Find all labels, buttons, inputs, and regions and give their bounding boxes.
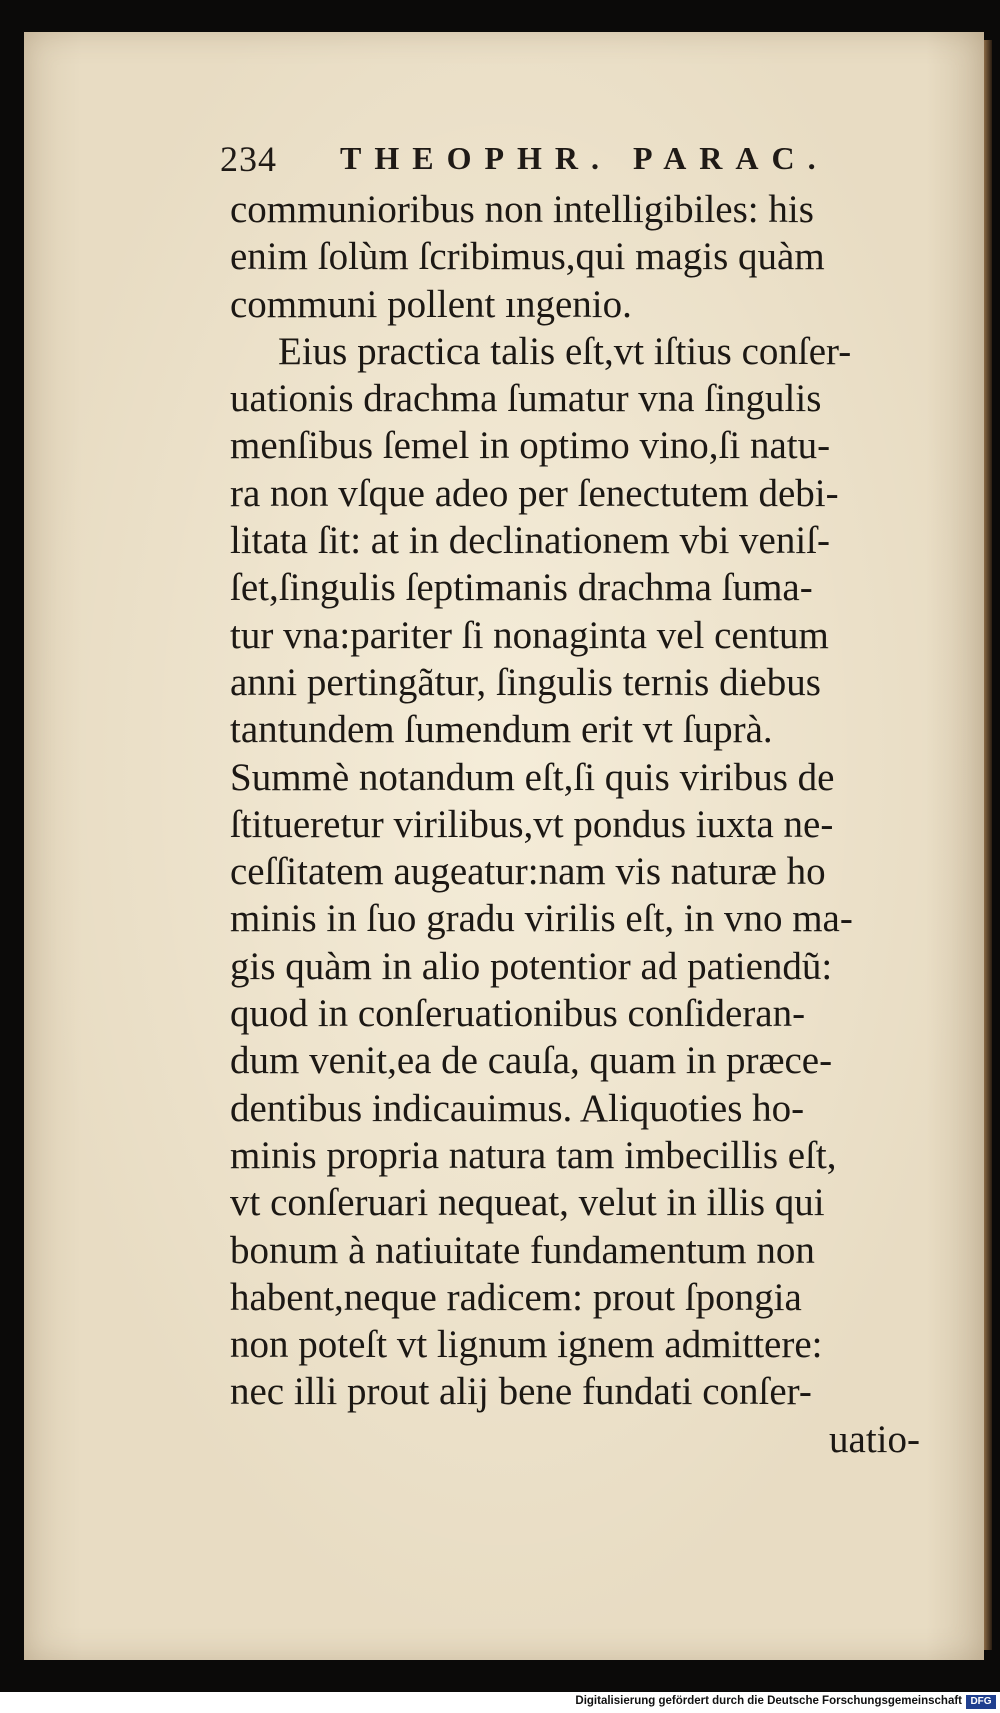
text-line: ſet,ſingulis ſeptimanis drachma ſuma- bbox=[230, 566, 813, 610]
page-number: 234 bbox=[220, 139, 277, 179]
text-line: Summè notandum eſt,ſi quis viribus de bbox=[230, 755, 835, 799]
text-line: quod in conſeruationibus conſideran- bbox=[230, 992, 806, 1036]
text-line: communioribus non intelligibiles: his bbox=[230, 188, 814, 231]
text-line: dentibus indicauimus. Aliquoties ho- bbox=[230, 1086, 805, 1130]
text-line: habent,neque radicem: prout ſpongia bbox=[230, 1275, 802, 1319]
text-line: gis quàm in alio potentior ad patiendũ: bbox=[230, 944, 833, 988]
text-line: tantundem ſumendum erit vt ſuprà. bbox=[230, 708, 773, 752]
text-line: minis propria natura tam imbecillis eſt, bbox=[230, 1133, 837, 1177]
text-line: ſtitueretur virilibus,vt pondus iuxta ne- bbox=[230, 802, 834, 846]
digitization-footer bbox=[0, 1692, 1000, 1713]
text-line: uationis drachma ſumatur vna ſingulis bbox=[230, 377, 822, 421]
catchword: uatio- bbox=[829, 1417, 920, 1461]
text-line: tur vna:pariter ſi nonaginta vel centum bbox=[230, 613, 829, 657]
text-line: non poteſt vt lignum ignem admittere: bbox=[230, 1323, 823, 1367]
text-line: litata ſit: at in declinationem vbi veniſ- bbox=[230, 519, 831, 563]
text-line: vt conſeruari nequeat, velut in illis qui bbox=[230, 1181, 825, 1225]
text-line: enim ſolùm ſcribimus,qui magis quàm bbox=[230, 235, 825, 279]
text-line: minis in ſuo gradu virilis eſt, in vno ma- bbox=[230, 897, 853, 941]
running-head: THEOPHR. PARAC. bbox=[340, 140, 829, 176]
text-line: ra non vſque adeo per ſenectutem debi- bbox=[230, 471, 839, 515]
text-line: nec illi prout alij bene fundati conſer- bbox=[230, 1370, 812, 1414]
text-line: anni pertingãtur, ſingulis ternis diebus bbox=[230, 660, 821, 704]
text-line: communi pollent ıngenio. bbox=[230, 282, 632, 326]
text-line: dum venit,ea de cauſa, quam in præce- bbox=[230, 1039, 833, 1083]
text-line: menſibus ſemel in optimo vino,ſi natu- bbox=[230, 424, 831, 468]
page-header bbox=[220, 138, 860, 188]
funding-credit: Digitalisierung gefördert durch die Deutsche Forschungsgemeinschaft bbox=[575, 1695, 962, 1707]
paragraph-start-line: Eius practica talis eſt,vt iſtius conſer- bbox=[278, 329, 852, 373]
body-text bbox=[230, 186, 950, 1463]
dfg-logo: DFG bbox=[966, 1695, 996, 1709]
text-line: bonum à natiuitate fundamentum non bbox=[230, 1228, 815, 1272]
text-line: ceſſitatem augeatur:nam vis naturæ ho bbox=[230, 850, 826, 894]
